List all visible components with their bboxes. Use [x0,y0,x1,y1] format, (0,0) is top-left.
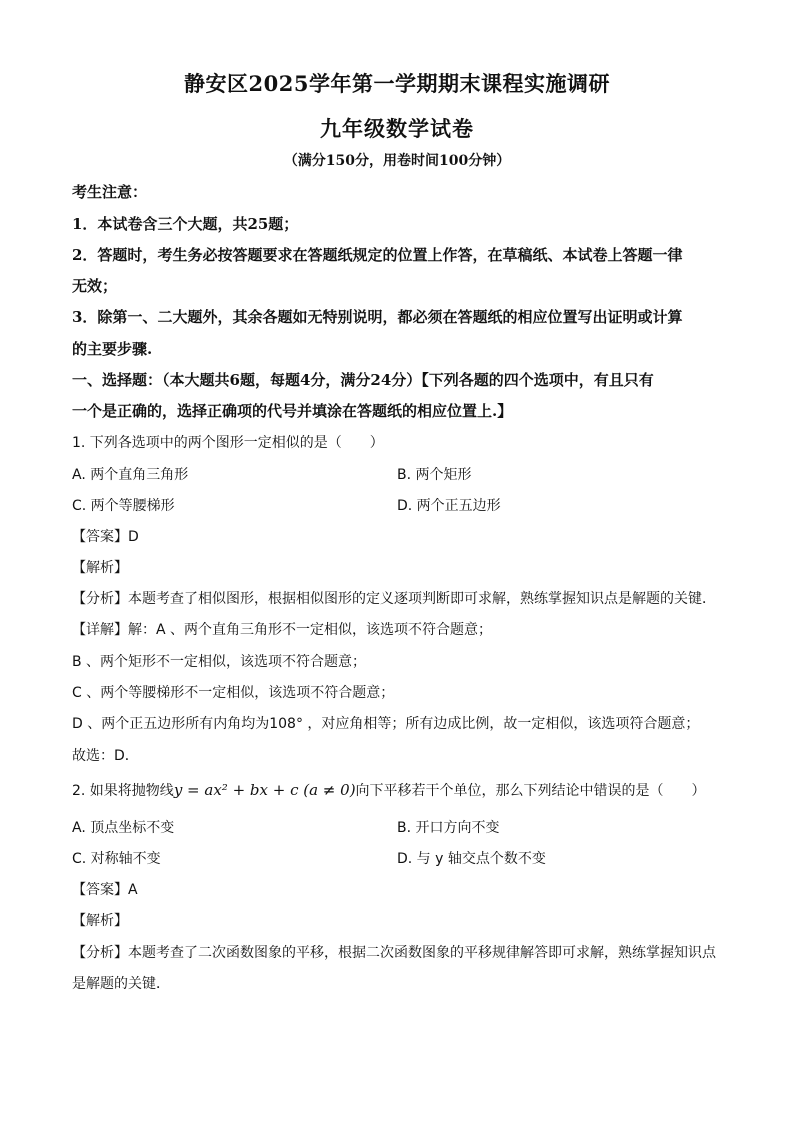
q1-answer: 【答案】D [72,529,139,545]
notice-item-3-line2: 的主要步骤. [72,340,153,358]
q2-stem-pre: 2. 如果将抛物线 [72,783,174,799]
q1-detail-a: 【详解】解：A 、两个直角三角形不一定相似，该选项不符合题意； [72,622,493,638]
notice-item-2-line1: 2．答题时，考生务必按答题要求在答题纸规定的位置上作答，在草稿纸、本试卷上答题一律 [72,246,683,264]
notice-item-2-line2: 无效； [72,277,118,295]
notice-heading: 考生注意： [72,183,148,201]
notice-item-1: 1．本试卷含三个大题，共25题； [72,215,299,233]
q1-option-d: D. 两个正五边形 [397,498,501,514]
q1-option-c: C. 两个等腰梯形 [72,498,175,514]
q1-fenxi: 【分析】本题考查了相似图形，根据相似图形的定义逐项判断即可求解，熟练掌握知识点是解题的关键． [72,591,716,607]
q2-option-b: B. 开口方向不变 [397,820,500,836]
section1-heading-line1: 一、选择题：（本大题共6题，每题4分，满分24分）【下列各题的四个选项中，有且只有 [72,371,654,389]
q1-stem: 1. 下列各选项中的两个图形一定相似的是（ ） [72,435,384,451]
q2-option-c: C. 对称轴不变 [72,851,161,867]
notice-item-3-line1: 3．除第一、二大题外，其余各题如无特别说明，都必须在答题纸的相应位置写出证明或计算 [72,308,683,326]
q1-option-a: A. 两个直角三角形 [72,467,189,483]
q2-stem [72,780,706,800]
exam-subtitle: 九年级数学试卷 [320,116,474,141]
q1-detail-c: C 、两个等腰梯形不一定相似，该选项不符合题意； [72,685,395,701]
section1-heading-line2: 一个是正确的，选择正确项的代号并填涂在答题纸的相应位置上.】 [72,402,513,420]
q1-conclusion: 故选：D． [72,748,139,764]
q1-detail-d: D 、两个正五边形所有内角均为108° ，对应角相等；所有边成比例，故一定相似，该选项符合题意； [72,716,700,732]
q2-stem-post: 向下平移若干个单位，那么下列结论中错误的是（ ） [355,783,706,799]
q2-fenxi-line1: 【分析】本题考查了二次函数图象的平移，根据二次函数图象的平移规律解答即可求解，熟练掌握知识点 [72,945,716,961]
q2-answer: 【答案】A [72,882,138,898]
q2-option-a: A. 顶点坐标不变 [72,820,175,836]
exam-note: （满分150分，用卷时间100分钟） [283,153,511,169]
q2-fenxi-line2: 是解题的关键． [72,976,170,992]
q2-formula: y = ax² + bx + c (a ≠ 0) [173,781,356,799]
q1-detail-b: B 、两个矩形不一定相似，该选项不符合题意； [72,654,367,670]
q2-analysis-heading: 【解析】 [72,913,128,929]
q2-option-d: D. 与 y 轴交点个数不变 [397,851,546,867]
exam-title: 静安区2025学年第一学期期末课程实施调研 [184,71,610,96]
q1-analysis-heading: 【解析】 [72,560,128,576]
q1-option-b: B. 两个矩形 [397,467,472,483]
